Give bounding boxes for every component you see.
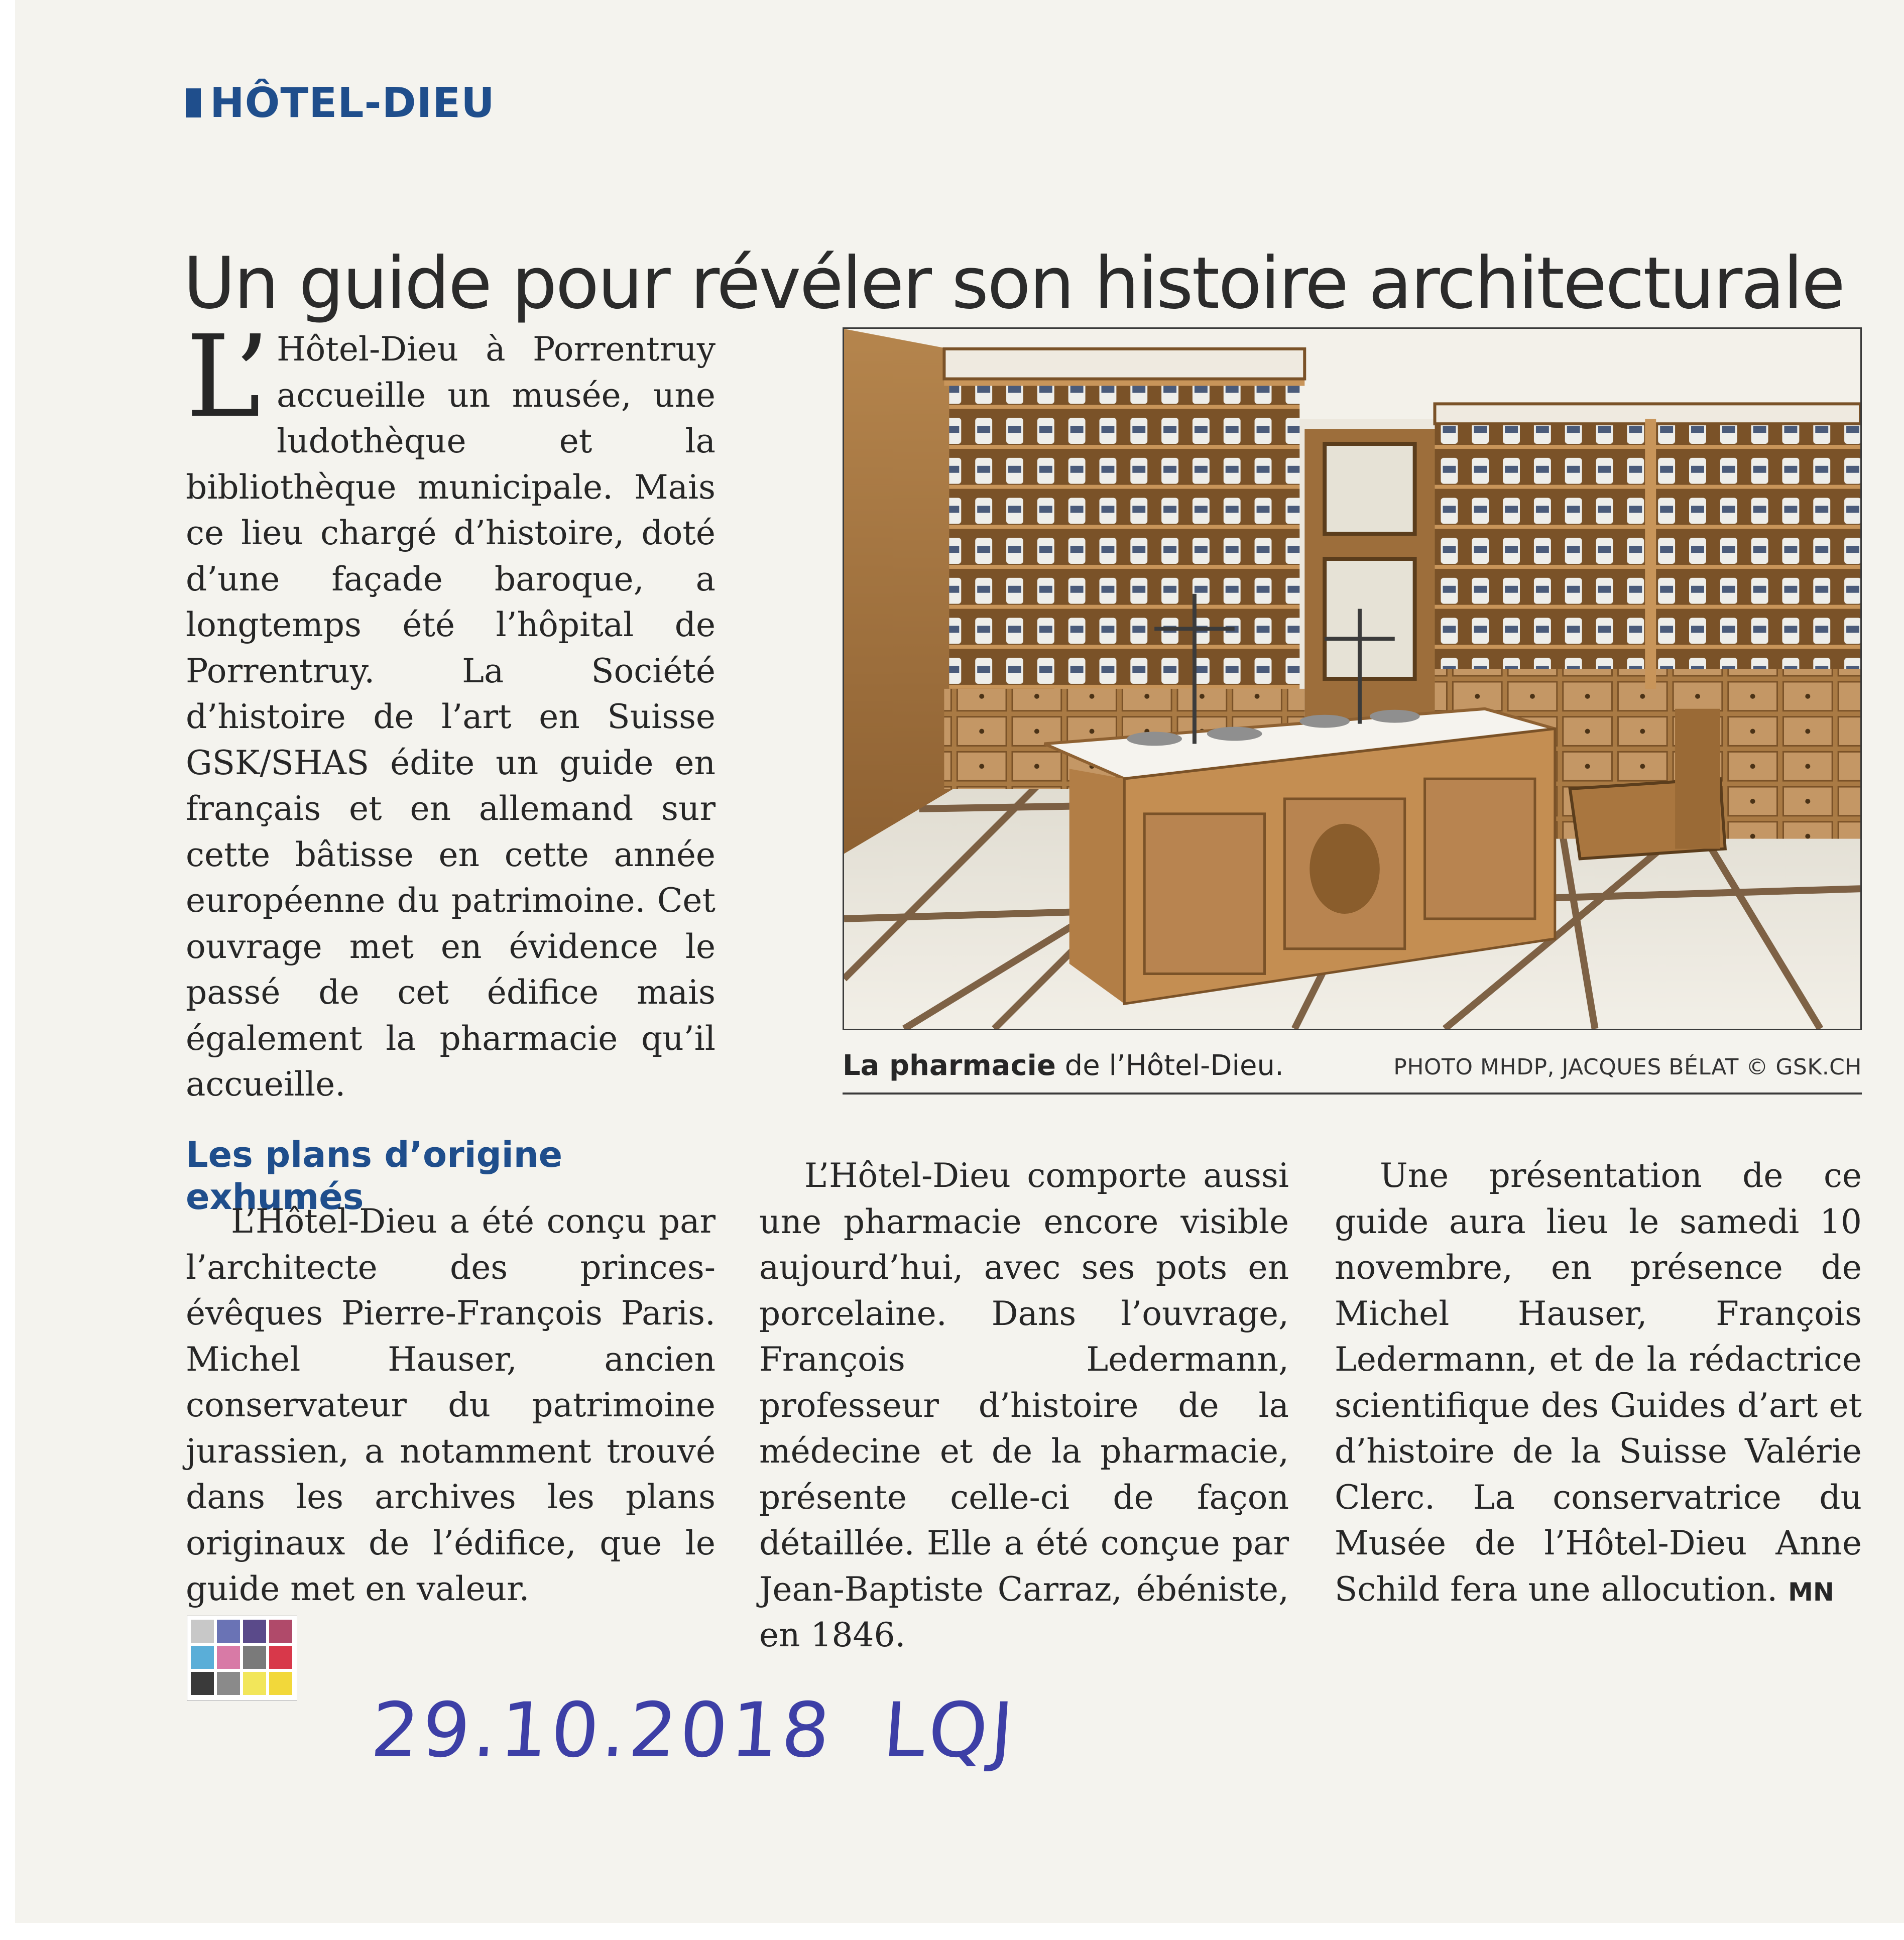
paragraph-1-text: L’Hôtel-Dieu a été conçu par l’architecte des princes-évêques Pierre-François Paris. Michel Hauser, ancien conservateur du patrimoine jurassien, a notamment trouvé dans les archives les plans originaux de l’édifice, que le guide met en valeur. — [186, 1202, 716, 1608]
section-kicker — [186, 75, 495, 131]
column-2-body — [759, 1153, 1289, 1658]
paragraph-2 — [759, 1153, 1289, 1658]
column-3-body — [1335, 1153, 1862, 1615]
scan-margin-bottom — [0, 1923, 1904, 1940]
pharmacy-photo — [843, 327, 1862, 1030]
author-signature: MN — [1788, 1577, 1834, 1607]
headline: Un guide pour révéler son histoire architecturale — [183, 242, 1844, 325]
caption-bold: La pharmacie — [843, 1049, 1056, 1082]
caption-text — [843, 1049, 1284, 1082]
scan-margin-left — [0, 0, 15, 1940]
photo-caption — [843, 1049, 1862, 1095]
paragraph-3 — [1335, 1153, 1862, 1615]
column-1-body — [186, 1198, 716, 1612]
paragraph-2-text: L’Hôtel-Dieu comporte aussi une pharmacie encore visible aujourd’hui, avec ses pots en porcelaine. Dans l’ouvrage, François Ledermann, professeur d’histoire de la médecine et de la pharmacie, présente celle-ci de façon détaillée. Elle a été conçue par Jean-Baptiste Carraz, ébéniste, en 1846. — [759, 1156, 1289, 1654]
dropcap: L’ — [186, 311, 270, 443]
kicker-label: HÔTEL-DIEU — [210, 79, 495, 127]
color-calibration-chart-icon — [187, 1616, 297, 1701]
source-stamp: LQJ — [880, 1687, 1019, 1774]
paragraph-3-text: Une présentation de ce guide aura lieu le samedi 10 novembre, en présence de Michel Hauser, François Ledermann, et de la rédactrice scientifique des Guides d’art et d’histoire de la Suisse Valérie Clerc. La conservatrice du Musée de l’Hôtel-Dieu Anne Schild fera une allocution. — [1335, 1156, 1862, 1609]
pharmacy-illustration — [844, 329, 1860, 1029]
kicker-square-icon — [186, 88, 201, 117]
paragraph-1 — [186, 1198, 716, 1612]
subhead: Les plans d’origine exhumés — [186, 1134, 563, 1218]
intro-paragraph — [186, 311, 716, 1108]
caption-rest: de l’Hôtel-Dieu. — [1055, 1049, 1284, 1082]
intro-text: Hôtel-Dieu à Porrentruy accueille un musée, une ludothèque et la bibliothèque municipale. Mais ce lieu chargé d’histoire, doté d’une façade baroque, a longtemps été l’hôpital de Porrentruy. La Société d’histoire de l’art en Suisse GSK/SHAS édite un guide en français et en allemand sur cette bâtisse en cette année européenne du patrimoine. Cet ouvrage met en évidence le passé de cet édifice mais également la pharmacie qu’il accueille. — [186, 330, 716, 1104]
intro-column — [186, 311, 716, 1108]
photo-credit: PHOTO MHDP, JACQUES BÉLAT © GSK.CH — [1393, 1054, 1862, 1080]
date-stamp: 29.10.2018 — [368, 1687, 836, 1774]
